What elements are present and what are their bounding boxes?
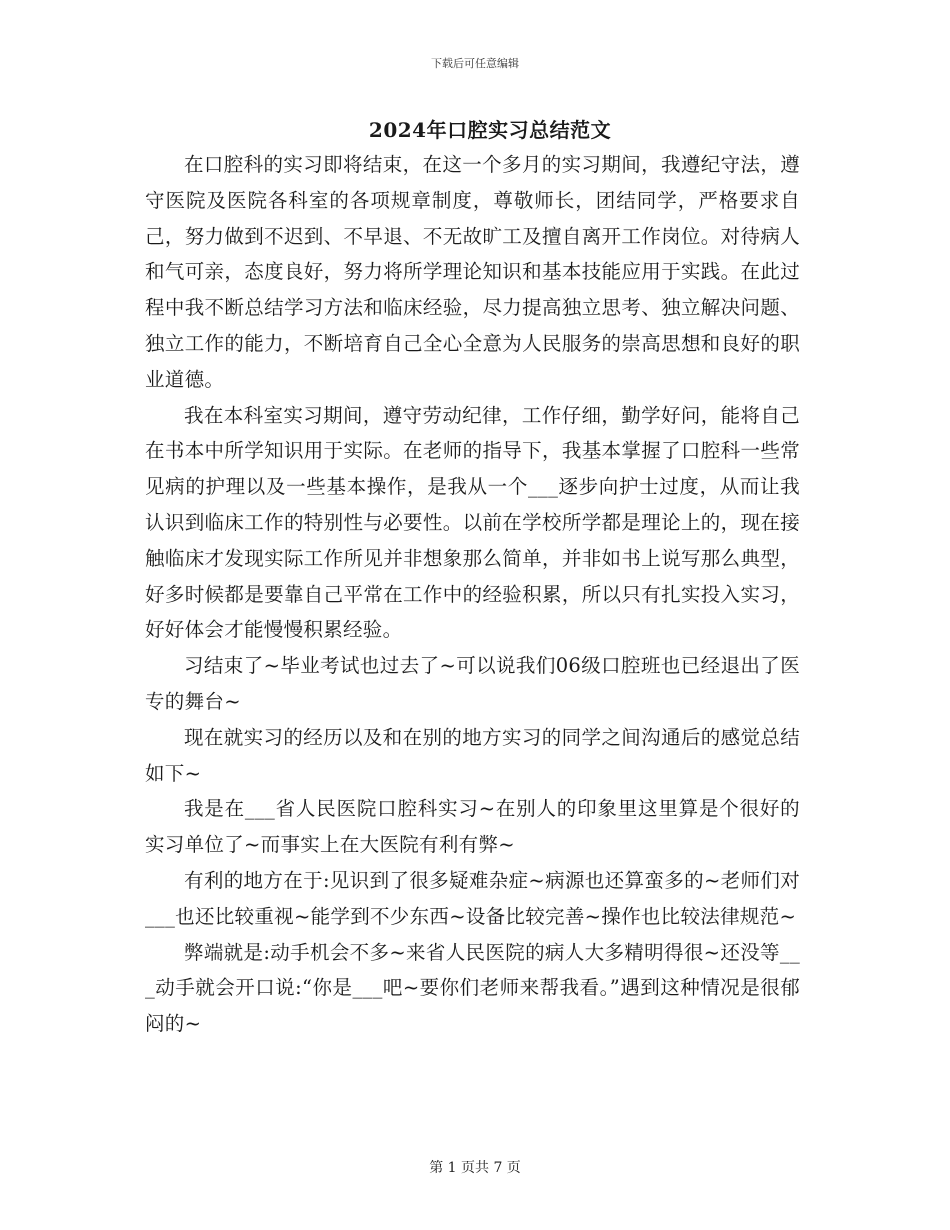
document-body: [145, 147, 800, 1042]
document-title: 2024年口腔实习总结范文: [368, 118, 612, 142]
header-note: 下载后可任意编辑: [431, 57, 519, 70]
paragraph: 弊端就是:动手机会不多~来省人民医院的病人大多精明得很~还没等___动手就会开口说:“你是___吧~要你们老师来帮我看。”遇到这种情况是很郁闷的~: [145, 940, 800, 1036]
paragraph: 有利的地方在于:见识到了很多疑难杂症~病源也还算蛮多的~老师们对___也还比较重视~能学到不少东西~设备比较完善~操作也比较法律规范~: [145, 868, 800, 928]
page-number: 第 1 页共 7 页: [429, 1160, 521, 1176]
paragraph: 我在本科室实习期间，遵守劳动纪律，工作仔细，勤学好问，能将自己在书本中所学知识用于实际。在老师的指导下，我基本掌握了口腔科一些常见病的护理以及一些基本操作，是我从一个___逐步向护士过度，从而让我认识到临床工作的特别性与必要性。以前在学校所学都是理论上的，现在接触临床才发现实际工作所见并非想象那么简单，并非如书上说写那么典型，好多时候都是要靠自己平常在工作中的经验积累，所以只有扎实投入实习，好好体会才能慢慢积累经验。: [145, 403, 800, 642]
paragraph: 习结束了~毕业考试也过去了~可以说我们06级口腔班也已经退出了医专的舞台~: [145, 654, 800, 713]
paragraph: 在口腔科的实习即将结束，在这一个多月的实习期间，我遵纪守法，遵守医院及医院各科室的各项规章制度，尊敬师长，团结同学，严格要求自己，努力做到不迟到、不早退、不无故旷工及擅自离开工作岗位。对待病人和气可亲，态度良好，努力将所学理论知识和基本技能应用于实践。在此过程中我不断总结学习方法和临床经验，尽力提高独立思考、独立解决问题、独立工作的能力，不断培育自己全心全意为人民服务的崇高思想和良好的职业道德。: [145, 153, 800, 391]
paragraph: 现在就实习的经历以及和在别的地方实习的同学之间沟通后的感觉总结如下~: [145, 725, 800, 785]
paragraph: 我是在___省人民医院口腔科实习~在别人的印象里这里算是个很好的实习单位了~而事实上在大医院有利有弊~: [145, 797, 800, 857]
